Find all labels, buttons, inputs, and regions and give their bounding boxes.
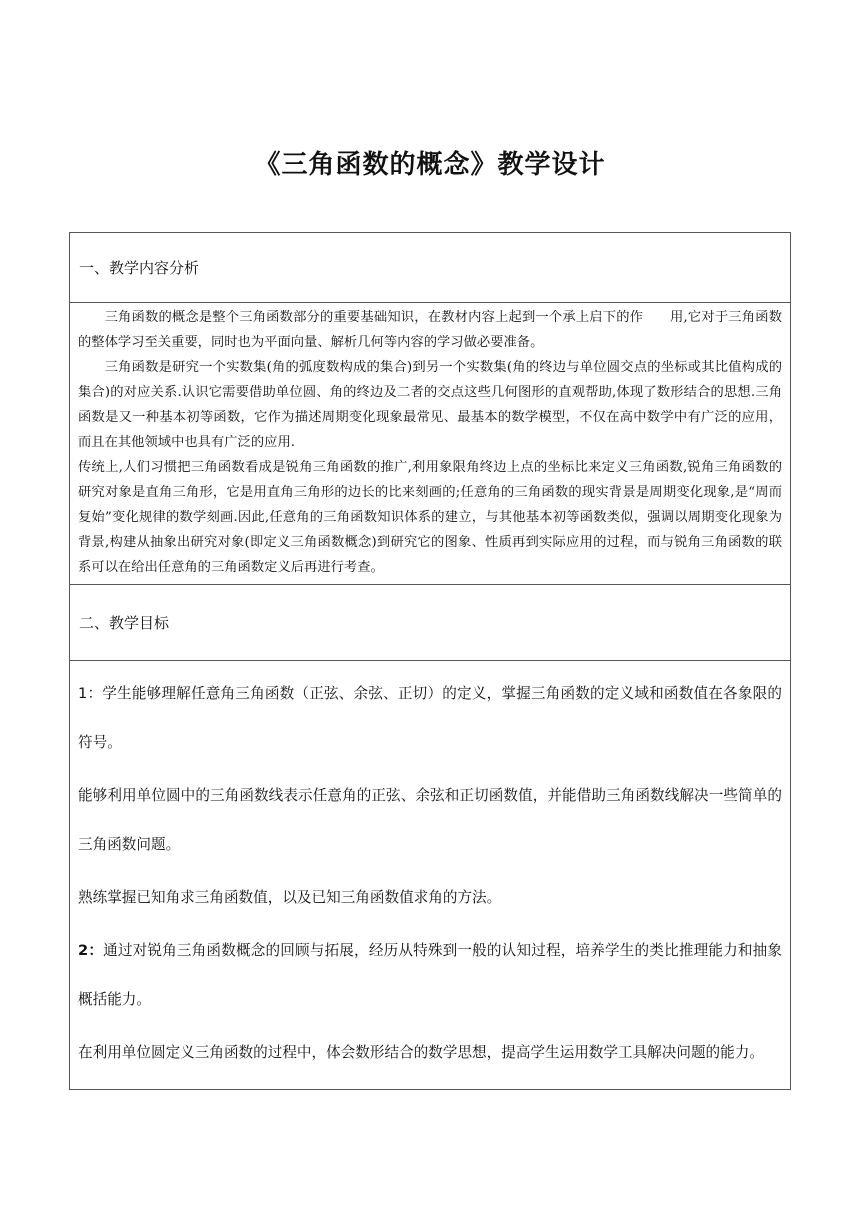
- document-title: 《三角函数的概念》教学设计: [254, 150, 606, 180]
- section-heading-row-goals: [70, 585, 790, 661]
- analysis-paragraph: 传统上,人们习惯把三角函数看成是锐角三角函数的推广,利用象限角终边上点的坐标比来定义三角函数,锐角三角函数的研究对象是直角三角形，它是用直角三角形的边长的比来刻画的;任意角的三角函数的现实背景是周期变化现象,是“周而复始”变化规律的数学刻画.因此,任意角的三角函数知识体系的建立，与其他基本初等函数类似，强调以周期变化现象为背景,构建从抽象出研究对象(即定义三角函数概念)到研究它的图象、性质再到实际应用的过程，而与锐角三角函数的联系可以在给出任意角的三角函数定义后再进行考查。: [78, 460, 782, 575]
- goal-text: 熟练掌握已知角求三角函数值，以及已知三角函数值求角的方法。: [78, 889, 502, 906]
- goal-item: [78, 669, 782, 767]
- goals-content-cell: [70, 661, 790, 1089]
- section-heading-row-analysis: [70, 233, 790, 303]
- lesson-plan-table: [69, 232, 791, 1090]
- analysis-paragraph: 三角函数的概念是整个三角函数部分的重要基础知识，在教材内容上起到一个承上启下的作 用,它对于三角函数的整体学习至关重要，同时也为平面向量、解析几何等内容的学习做必要准备。: [78, 310, 782, 350]
- analysis-paragraph: 三角函数是研究一个实数集(角的弧度数构成的集合)到另一个实数集(角的终边与单位圆交点的坐标或其比值构成的集合)的对应关系.认识它需要借助单位圆、角的终边及二者的交点这些几何图形的直观帮助,体现了数形结合的思想.三角函数是又一种基本初等函数，它作为描述周期变化现象最常见、最基本的数学模型，不仅在高中数学中有广泛的应用，而且在其他领域中也具有广泛的应用.: [78, 360, 782, 450]
- goal-number: 1：: [78, 685, 103, 702]
- goal-item: [78, 1028, 782, 1077]
- goal-text: 学生能够理解任意角三角函数（正弦、余弦、正切）的定义，掌握三角函数的定义域和函数值在各象限的符号。: [78, 685, 782, 751]
- goal-item: [78, 926, 782, 1024]
- goal-item: [78, 771, 782, 869]
- section-heading-goals: 二、教学目标: [79, 614, 170, 632]
- goal-number: 2：: [78, 942, 104, 959]
- goal-text: 在利用单位圆定义三角函数的过程中，体会数形结合的数学思想，提高学生运用数学工具解决问题的能力。: [78, 1044, 764, 1061]
- goal-text: 能够利用单位圆中的三角函数线表示任意角的正弦、余弦和正切函数值，并能借助三角函数线解决一些简单的三角函数问题。: [78, 787, 782, 853]
- goal-text: 通过对锐角三角函数概念的回顾与拓展，经历从特殊到一般的认知过程，培养学生的类比推理能力和抽象概括能力。: [78, 942, 782, 1008]
- analysis-content-cell: [70, 303, 790, 585]
- section-heading-analysis: 一、教学内容分析: [79, 259, 200, 277]
- goal-item: [78, 873, 782, 922]
